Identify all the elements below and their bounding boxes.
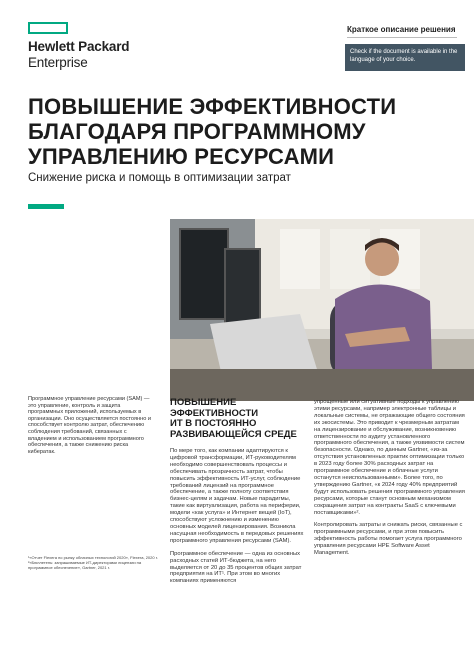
section-heading-line-1: ПОВЫШЕНИЕ <box>170 397 237 408</box>
section-heading-line-4: РАЗВИВАЮЩЕЙСЯ СРЕДЕ <box>170 428 297 440</box>
footnote-2: ²«Бюллетень: запрашиваемые ИТ-директорами лицензии на программное обеспечение», Gartner, 2021 г. <box>28 560 142 570</box>
document-type-label: Краткое описание решения <box>347 25 456 34</box>
footnote-1: ¹«Отчет Flexera по рынку облачных технологий 2020», Flexera, 2020 г. <box>28 555 158 560</box>
language-check-text: Check if the document is available in the language of your choice. <box>350 49 458 63</box>
footnotes <box>28 555 158 570</box>
section-heading-line-2: ЭФФЕКТИВНОСТИ <box>170 407 259 419</box>
right-paragraph-1: упрощенные или ситуативные подходы к управлению этими ресурсами, например электронные таблицы и локальные системы, не отражающие общего состояния их экосистемы. Это приводит к чрезмерным затратам на лицензирование и обслуживание, возникновению ответственности по аудиту установленного программного обеспечения, а также уязвимости систем безопасности. Однако, по данным Gartner, «из-за отсутствия установленных практик оптимизации только в 2023 году более 30% расходных затрат на программное обеспечение и облачные услуги останутся неиспользованными». Более того, по утверждению Gartner, «к 2024 году 40% предприятий будут использовать решения программного управления ресурсами, которые станут основным механизмом сокращения затрат на контракты SaaS с ключевыми поставщиками»². <box>314 399 465 516</box>
middle-paragraph-2: Программное обеспечение — одна из основных расходных статей ИТ-бюджета, на него выделяется от 20 до 35 процентов общих затрат предприятия на ИТ¹. При этом во многих компаниях применяются <box>170 550 302 585</box>
right-paragraph-2: Контролировать затраты и снижать риски, связанные с программными ресурсами, и при этом повысить эффективность работы помогает услуга программного управления ресурсами HPE Software Asset Management. <box>314 522 463 557</box>
right-column-body <box>314 399 466 563</box>
middle-paragraph-1: По мере того, как компании адаптируются к цифровой трансформации, ИТ-руководителям необходимо совершенствовать процессы и обеспечивать прозрачность затрат, чтобы повысить эффективность ИТ-услуг, соблюдение требований лицензий на программное обеспечение, а также полноту соответствия бизнес-целям и задачам. Новые парадигмы, такие как виртуализация, работа на периферии, модели «как услуга» и Интернет вещей (IoT), способствуют усложнению и изменению основных моделей лицензирования. Возникла насущная необходимость в передовых решениях программного управления ресурсами (SAM). <box>170 448 304 544</box>
logo-text-line1: Hewlett Packard <box>28 39 130 54</box>
title-line-3: УПРАВЛЕНИЮ РЕСУРСАМИ <box>28 144 335 169</box>
title-line-1: ПОВЫШЕНИЕ ЭФФЕКТИВНОСТИ <box>28 94 397 119</box>
page-title <box>28 94 448 169</box>
hpe-logo-rectangle-icon <box>28 22 68 34</box>
office-photo <box>170 219 474 401</box>
page-subtitle: Снижение риска и помощь в оптимизации затрат <box>28 172 291 184</box>
section-heading <box>170 398 310 440</box>
accent-bar <box>28 204 64 209</box>
middle-column-body <box>170 448 305 591</box>
title-line-2: БЛАГОДАРЯ ПРОГРАММНОМУ <box>28 119 366 144</box>
sam-definition-text: Программное управление ресурсами (SAM) — это управление, контроль и защита программных приложений, используемых в организации. Оно осуществляется постоянно и способствует контролю затрат, обеспечению соблюдения требований, связанных с владением и использованием программного обеспечения, а также снижению риска кибератак. <box>28 396 152 455</box>
header-divider <box>347 37 457 38</box>
section-heading-line-3: ИТ В ПОСТОЯННО <box>170 418 257 429</box>
language-check-link[interactable] <box>345 44 465 71</box>
logo-text-line2: Enterprise <box>28 55 88 70</box>
